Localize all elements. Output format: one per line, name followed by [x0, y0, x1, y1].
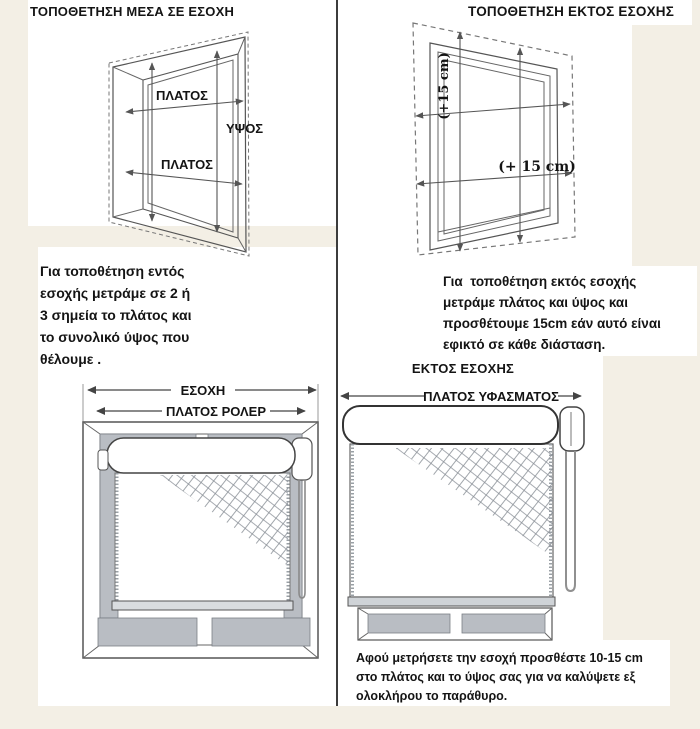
recess-label: ΕΣΟΧΗ — [180, 383, 226, 398]
caption-line: προσθέτουμε 15cm εάν αυτό είναι — [443, 316, 661, 331]
section-title-top-left: ΤΟΠΟΘΕΤΗΣΗ ΜΕΣΑ ΣΕ ΕΣΟΧΗ — [30, 4, 235, 19]
caption-bottom-right — [356, 649, 643, 706]
width-label-top: ΠΛΑΤΟΣ — [156, 88, 208, 103]
section-title-top-right: ΤΟΠΟΘΕΤΗΣΗ ΕΚΤΟΣ ΕΣΟΧΗΣ — [468, 4, 675, 19]
fabric-width-label: ΠΛΑΤΟΣ ΥΦΑΣΜΑΤΟΣ — [423, 389, 559, 404]
caption-top-left — [40, 260, 192, 370]
caption-line: μετράμε πλάτος και ύψος και — [443, 295, 628, 310]
caption-line: Για τοποθέτηση εκτός εσοχής — [443, 274, 637, 289]
mount-bracket — [98, 450, 108, 470]
recess-window-perspective-diagram — [82, 30, 267, 260]
sill-frame-blocks — [368, 614, 545, 633]
caption-line: Για τοποθέτηση εντός — [40, 263, 185, 279]
window-sash-frame — [148, 60, 233, 232]
roller-tube — [107, 438, 295, 473]
caption-line: Αφού μετρήσετε την εσοχή προσθέστε 10-15 cm — [356, 651, 643, 665]
roller-inside-recess-diagram — [60, 378, 325, 670]
recess-dashed-outline — [109, 32, 249, 256]
caption-line: ολοκλήρου το παράθυρο. — [356, 689, 508, 703]
outside-recess-window-diagram — [398, 20, 598, 265]
width-allowance-label: (+ 15 cm) — [498, 159, 576, 175]
height-label: ΥΨΟΣ — [226, 121, 264, 136]
caption-line: εσοχής μετράμε σε 2 ή — [40, 285, 191, 301]
width-label-bottom: ΠΛΑΤΟΣ — [161, 157, 213, 172]
window-sash-frame — [444, 60, 544, 234]
height-allowance-label: (+15 cm) — [437, 52, 452, 120]
caption-line: στο πλάτος και το ύψος σας για να καλύψετε εξ — [356, 670, 636, 684]
roller-width-label: ΠΛΑΤΟΣ ΡΟΛΕΡ — [165, 404, 267, 419]
chain-clutch — [560, 407, 584, 451]
section-title-bottom-right: ΕΚΤΟΣ ΕΣΟΧΗΣ — [411, 361, 515, 376]
caption-line: θέλουμε . — [40, 351, 102, 367]
roller-outside-recess-diagram — [338, 385, 600, 647]
caption-top-right — [443, 271, 661, 355]
roller-tube — [343, 406, 558, 444]
caption-line: 3 σημεία το πλάτος και — [40, 307, 192, 323]
recess-back-window-frame — [143, 54, 238, 238]
fabric-bottom-bar — [112, 601, 293, 610]
control-chain — [566, 451, 575, 591]
caption-line: εφικτό σε κάθε διάσταση. — [443, 337, 606, 352]
fabric-bottom-bar — [348, 597, 555, 606]
caption-line: το συνολικό ύψος που — [40, 329, 190, 345]
